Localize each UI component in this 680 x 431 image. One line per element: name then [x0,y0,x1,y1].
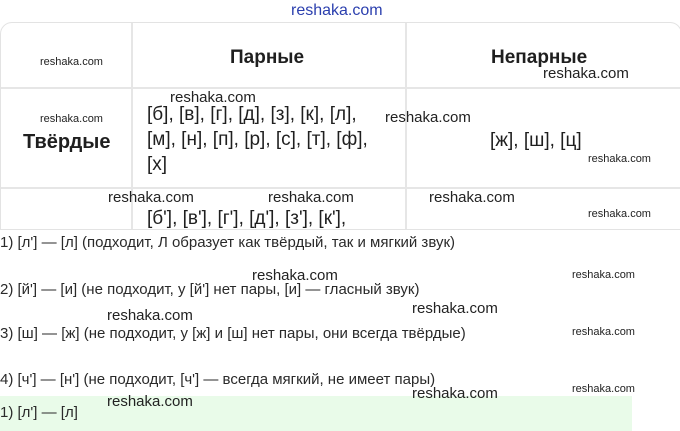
soft-paired-partial: [б'], [в'], [г'], [д'], [з'], [к'], [147,208,347,229]
watermark: reshaka.com [543,65,629,82]
watermark: reshaka.com [588,208,651,220]
watermark: reshaka.com [412,385,498,402]
answer-line: 1) [л'] — [л] [0,404,78,421]
watermark: reshaka.com [588,153,651,165]
option-line: 4) [ч'] — [н'] (не подходит, [ч'] — всегда мягкий, не имеет пары) [0,371,436,388]
watermark: reshaka.com [40,56,103,68]
watermark: reshaka.com [40,113,103,125]
watermark: reshaka.com [385,109,471,126]
header-unpaired: Непарные [491,47,588,68]
option-line: 2) [й'] — [и] (не подходит, у [й'] нет пары, [и] — гласный звук) [0,281,420,298]
hard-paired-line: [б], [в], [г], [д], [з], [к], [л], [147,104,357,125]
answer-highlight [0,396,632,431]
watermark: reshaka.com [252,267,338,284]
option-line: 3) [ш] — [ж] (не подходит, у [ж] и [ш] нет пары, они всегда твёрдые) [0,325,466,342]
hard-paired-line: [х] [147,154,168,175]
table-divider [1,87,680,89]
watermark: reshaka.com [107,393,193,410]
watermark: reshaka.com [572,326,635,338]
watermark: reshaka.com [107,307,193,324]
watermark: reshaka.com [108,189,194,206]
hard-paired-line: [м], [н], [п], [р], [с], [т], [ф], [147,129,368,150]
table-divider [405,23,407,229]
watermark: reshaka.com [268,189,354,206]
option-line: 1) [л'] — [л] (подходит, Л образует как твёрдый, так и мягкий звук) [0,234,456,251]
watermark: reshaka.com [170,89,256,106]
watermark: reshaka.com [572,269,635,281]
hard-unpaired: [ж], [ш], [ц] [490,130,582,151]
watermark: reshaka.com [412,300,498,317]
watermark: reshaka.com [429,189,515,206]
watermark-top: reshaka.com [291,2,383,19]
header-paired: Парные [230,47,305,68]
row-label-hard: Твёрдые [23,131,111,153]
watermark: reshaka.com [572,383,635,395]
